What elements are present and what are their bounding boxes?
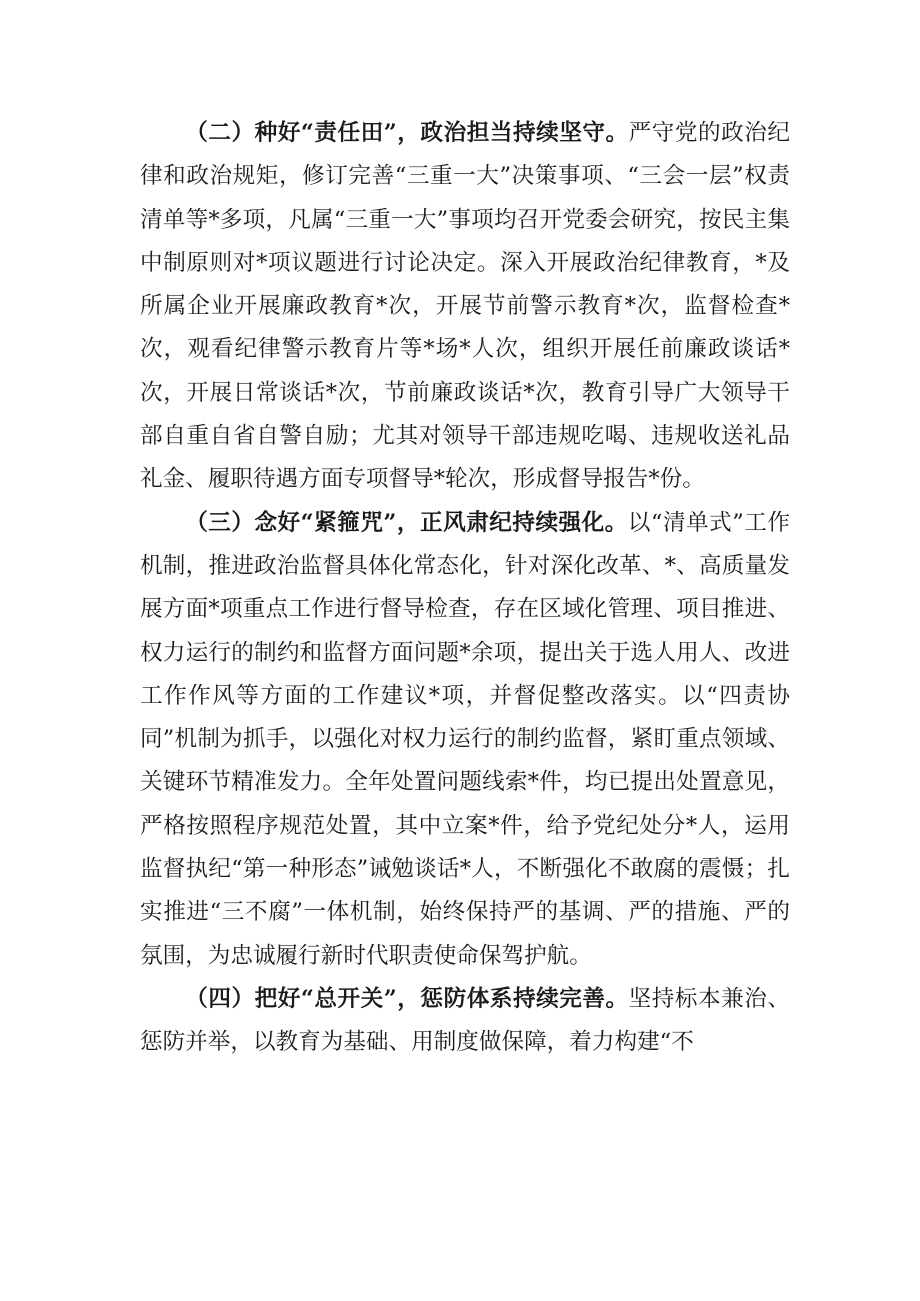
paragraph-text: 严守党的政治纪律和政治规矩，修订完善“三重一大”决策事项、“三会一层”权责清单等*多项，凡属“三重一大”事项均召开党委会研究，按民主集中制原则对*项议题进行讨论决定。深入开展政治纪律教育，*及所属企业开展廉政教育*次，开展节前警示教育*次，监督检查*次，观看纪律警示教育片等*场*人次，组织开展任前廉政谈话*次，开展日常谈话*次，节前廉政谈话*次，教育引导广大领导干部自重自省自警自励；尤其对领导干部违规吃喝、违规收送礼品礼金、履职待遇方面专项督导*轮次，形成督导报告*份。	[140, 120, 791, 493]
paragraph-heading: （二）种好“责任田”，政治担当持续坚守。	[185, 120, 629, 146]
paragraph-prevention	[140, 978, 790, 1065]
paragraph-heading: （四）把好“总开关”，惩防体系持续完善。	[185, 985, 629, 1012]
paragraph-text: 以“清单式”工作机制，推进政治监督具体化常态化，针对深化改革、*、高质量发展方面*项重点工作进行督导检查，存在区域化管理、项目推进、权力运行的制约和监督方面问题*余项，提出关于选人用人、改进工作作风等方面的工作建议*项，并督促整改落实。以“四责协同”机制为抓手，以强化对权力运行的制约监督，紧盯重点领域、关键环节精准发力。全年处置问题线索*件，均已提出处置意见，严格按照程序规范处置，其中立案*件，给予党纪处分*人，运用监督执纪“第一种形态”诫勉谈话*人，不断强化不敢腐的震慑；扎实推进“三不腐”一体机制，始终保持严的基调、严的措施、严的氛围，为忠诚履行新时代职责使命保驾护航。	[140, 509, 790, 969]
document-body	[140, 112, 790, 1065]
paragraph-discipline	[140, 502, 790, 978]
paragraph-heading: （三）念好“紧箍咒”，正风肃纪持续强化。	[185, 509, 628, 536]
paragraph-responsibility	[140, 112, 790, 502]
paragraph-text: 坚持标本兼治、惩防并举，以教育为基础、用制度做保障，着力构建“不	[140, 985, 791, 1056]
